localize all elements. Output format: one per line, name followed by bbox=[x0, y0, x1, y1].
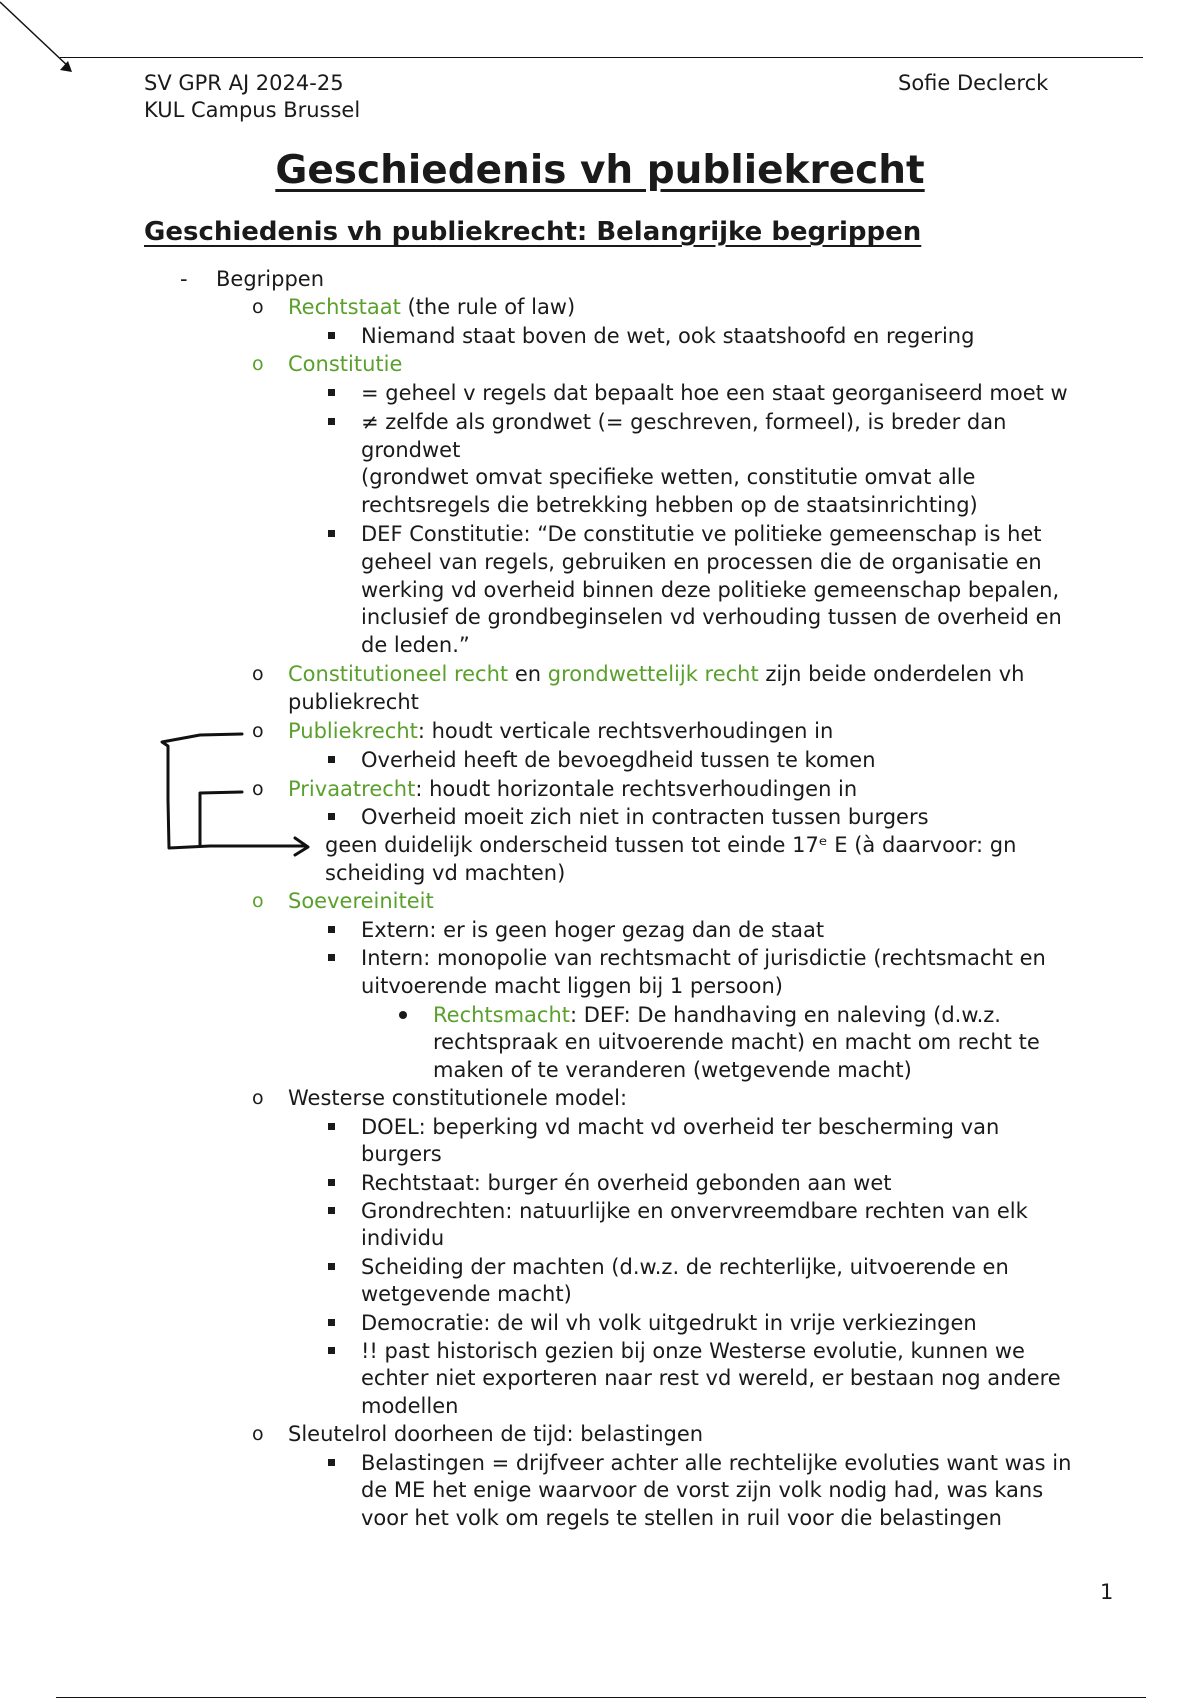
list-item-sleutelrol: Sleutelrol doorheen de tijd: belastingen bbox=[288, 1422, 704, 1446]
section-label: Begrippen bbox=[216, 267, 325, 291]
list-item-line: Grondrechten: natuurlijke en onvervreemdbare rechten van elk bbox=[361, 1199, 1028, 1223]
list-item: Niemand staat boven de wet, ook staatshoofd en regering bbox=[361, 324, 975, 348]
ring-marker: o bbox=[252, 296, 264, 318]
list-item: = geheel v regels dat bepaalt hoe een staat georganiseerd moet w bbox=[361, 381, 1068, 405]
list-item-line: rechtspraak en uitvoerende macht) en macht om recht te bbox=[433, 1030, 1040, 1054]
list-item-publiekrecht: Publiekrecht: houdt verticale rechtsverhoudingen in bbox=[288, 719, 834, 743]
corner-arrow-icon bbox=[0, 2, 72, 72]
square-bullet-icon bbox=[324, 1169, 336, 1197]
square-bullet-icon bbox=[324, 1253, 336, 1281]
list-item-line: ≠ zelfde als grondwet (= geschreven, formeel), is breder dan bbox=[361, 410, 1007, 434]
list-item-line: publiekrecht bbox=[288, 690, 419, 714]
list-item-line: burgers bbox=[361, 1142, 442, 1166]
ring-marker: o bbox=[252, 353, 264, 375]
list-item-line: rechtsregels die betrekking hebben op de staatsinrichting) bbox=[361, 493, 978, 517]
dash-marker: - bbox=[180, 267, 188, 291]
square-bullet-icon bbox=[324, 520, 336, 548]
handdrawn-bracket-arrow-icon bbox=[162, 734, 308, 855]
page-number: 1 bbox=[1100, 1580, 1114, 1604]
ring-marker: o bbox=[252, 1423, 264, 1445]
list-item: Overheid heeft de bevoegdheid tussen te komen bbox=[361, 748, 876, 772]
list-item-line: (grondwet omvat specifieke wetten, constitutie omvat alle bbox=[361, 465, 976, 489]
square-bullet-icon bbox=[324, 322, 336, 350]
ring-marker: o bbox=[252, 890, 264, 912]
list-item-constitutioneel: Constitutioneel recht en grondwettelijk recht zijn beide onderdelen vh bbox=[288, 662, 1025, 686]
square-bullet-icon bbox=[324, 408, 336, 436]
square-bullet-icon bbox=[324, 746, 336, 774]
list-item-line: inclusief de grondbeginselen vd verhouding tussen de overheid en bbox=[361, 605, 1062, 629]
list-item-line: DEF Constitutie: “De constitutie ve politieke gemeenschap is het bbox=[361, 522, 1042, 546]
square-bullet-icon bbox=[324, 1449, 336, 1477]
list-item-line: grondwet bbox=[361, 438, 461, 462]
list-item: Extern: er is geen hoger gezag dan de staat bbox=[361, 918, 825, 942]
header-course: SV GPR AJ 2024-25 bbox=[144, 71, 344, 95]
list-item-rechtsmacht: Rechtsmacht: DEF: De handhaving en naleving (d.w.z. bbox=[433, 1003, 1001, 1027]
list-item-soevereiniteit: Soevereiniteit bbox=[288, 889, 434, 913]
list-item-line: de leden.” bbox=[361, 633, 470, 657]
list-item: Rechtstaat: burger én overheid gebonden aan wet bbox=[361, 1171, 892, 1195]
list-item-privaatrecht: Privaatrecht: houdt horizontale rechtsverhoudingen in bbox=[288, 777, 858, 801]
list-item-line: Intern: monopolie van rechtsmacht of jurisdictie (rechtsmacht en bbox=[361, 946, 1046, 970]
list-item-line: individu bbox=[361, 1226, 445, 1250]
list-item-westers: Westerse constitutionele model: bbox=[288, 1086, 628, 1110]
list-item-line: wetgevende macht) bbox=[361, 1282, 572, 1306]
page-title: Geschiedenis vh publiekrecht bbox=[275, 148, 925, 193]
list-item-line: uitvoerende macht liggen bij 1 persoon) bbox=[361, 974, 783, 998]
list-item: Overheid moeit zich niet in contracten tussen burgers bbox=[361, 805, 929, 829]
list-item-line: !! past historisch gezien bij onze Westerse evolutie, kunnen we bbox=[361, 1339, 1025, 1363]
list-item-line: Belastingen = drijfveer achter alle rechtelijke evoluties want was in bbox=[361, 1451, 1072, 1475]
ring-marker: o bbox=[252, 663, 264, 685]
section-subtitle: Geschiedenis vh publiekrecht: Belangrijke begrippen bbox=[144, 217, 922, 247]
ring-marker: o bbox=[252, 1087, 264, 1109]
annotation-line: scheiding vd machten) bbox=[325, 861, 566, 885]
list-item-line: DOEL: beperking vd macht vd overheid ter bescherming van bbox=[361, 1115, 1000, 1139]
square-bullet-icon bbox=[324, 803, 336, 831]
square-bullet-icon bbox=[324, 1197, 336, 1225]
square-bullet-icon bbox=[324, 379, 336, 407]
list-item-line: geheel van regels, gebruiken en processen die de organisatie en bbox=[361, 550, 1042, 574]
round-bullet-icon bbox=[396, 1001, 408, 1029]
footer-rule bbox=[56, 1697, 1146, 1698]
ring-marker: o bbox=[252, 720, 264, 742]
header-rule bbox=[60, 57, 1143, 58]
square-bullet-icon bbox=[324, 944, 336, 972]
list-item-line: de ME het enige waarvoor de vorst zijn volk nodig had, was kans bbox=[361, 1478, 1044, 1502]
header-campus: KUL Campus Brussel bbox=[144, 98, 361, 122]
list-item-constitutie: Constitutie bbox=[288, 352, 403, 376]
square-bullet-icon bbox=[324, 1113, 336, 1141]
ring-marker: o bbox=[252, 778, 264, 800]
square-bullet-icon bbox=[324, 1309, 336, 1337]
list-item-line: voor het volk om regels te stellen in ruil voor die belastingen bbox=[361, 1506, 1002, 1530]
list-item-line: maken of te veranderen (wetgevende macht) bbox=[433, 1058, 912, 1082]
square-bullet-icon bbox=[324, 916, 336, 944]
header-author: Sofie Declerck bbox=[898, 71, 1049, 95]
list-item-line: echter niet exporteren naar rest vd wereld, er bestaan nog andere bbox=[361, 1366, 1061, 1390]
list-item-rechtstaat: Rechtstaat (the rule of law) bbox=[288, 295, 576, 319]
list-item-line: modellen bbox=[361, 1394, 459, 1418]
annotation-line: geen duidelijk onderscheid tussen tot einde 17ᵉ E (à daarvoor: gn bbox=[325, 833, 1017, 857]
list-item-line: Scheiding der machten (d.w.z. de rechterlijke, uitvoerende en bbox=[361, 1255, 1009, 1279]
list-item: Democratie: de wil vh volk uitgedrukt in vrije verkiezingen bbox=[361, 1311, 977, 1335]
list-item-line: werking vd overheid binnen deze politieke gemeenschap bepalen, bbox=[361, 578, 1060, 602]
square-bullet-icon bbox=[324, 1337, 336, 1365]
